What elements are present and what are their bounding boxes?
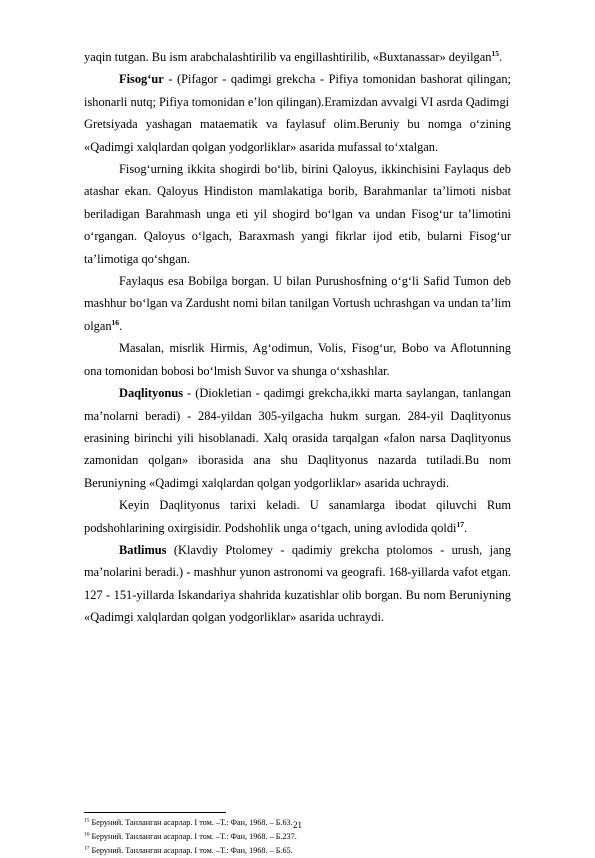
term-heading: Batlimus — [119, 542, 167, 557]
paragraph-text: Faylaqus esa Bobilga borgan. U bilan Purushosfning o‘g‘li Safid Tumon deb mashhur bo‘lgan va Zardusht nomi bilan tanilgan Vortush uchrashgan va undan ta’lim olgan — [84, 274, 511, 333]
paragraph-text: yaqin tutgan. Bu ism arabchalashtirilib va engillashtirilib, «Buxtanassar» deyilgan — [84, 50, 492, 64]
paragraph-text: Masalan, misrlik Hirmis, Ag‘odimun, Volis, Fisog‘ur, Bobo va Aflotunning ona tomonidan bobosi bo‘lmish Suvor va shunga o‘xshashlar. — [84, 341, 511, 378]
paragraph — [84, 68, 511, 113]
paragraph-text: Keyin Daqlityonus tarixi keladi. U sanamlarga ibodat qiluvchi Rum podshohlarining oxirgisidir. Podshohlik unga o‘tgach, uning avlodida qoldi — [84, 498, 511, 535]
paragraph-text: - (Pifagor - qadimgi grekcha - Pifiya tomonidan bashorat qilingan; ishonarli nutq; Pifiya tomonidan e’lon qilingan).Eramizdan avvalgi VI asrda Qadimgi — [84, 72, 511, 109]
paragraph — [84, 270, 511, 337]
footnote-ref: 15 — [491, 48, 499, 58]
paragraph — [84, 158, 511, 270]
paragraph-text: Fisog‘urning ikkita shogirdi bo‘lib, birini Qaloyus, ikkinchisini Faylaqus deb atashar ekan. Qaloyus Hindiston mamlakatiga borib, Barahmanlar ta’limoti nisbat beriladigan Barahmash unga eti yil shogird bo‘lgan va undan Fisog‘ur ta’limotini o‘rgangan. Qaloyus o‘lgach, Baraxmash yangi fikrlar ijod etib, bularni Fisog‘ur ta’limotiga qo‘shgan. — [84, 162, 511, 266]
paragraph — [84, 46, 511, 68]
footnote-text: Беруний. Танланган асарлар. I том. –Т.: Фан, 1968. – Б.65. — [89, 846, 293, 855]
paragraph-text: . — [119, 318, 123, 333]
footnote-text: Беруний. Танланган асарлар. I том. –Т.: Фан, 1968. – Б.63. — [89, 818, 293, 827]
page-number: 21 — [293, 820, 302, 830]
page-body — [84, 46, 511, 629]
paragraph — [84, 337, 511, 382]
paragraph-text: . — [464, 520, 468, 535]
footnote-number: 16 — [84, 831, 90, 838]
paragraph — [84, 494, 511, 539]
paragraph-text: (Klavdiy Ptolomey - qadimiy grekcha ptolomos - urush, jang ma’nolarini beradi.) - mashhur yunon astronomi va geografi. 168-yillarda vafot etgan. 127 - 151-yillarda Iskandariya shahrida kuzatishlar olib borgan. Bu nom Beruniyning «Qadimgi xalqlardan qolgan yodgorliklar» asarida uchraydi. — [84, 542, 511, 625]
footnote-separator — [84, 812, 226, 813]
paragraph — [84, 113, 511, 158]
paragraph-text: - (Diokletian - qadimgi grekcha,ikki marta saylangan, tanlangan ma’nolarni beradi) - 284-yildan 305-yilgacha hukm surgan. 284-yil Daqlityonus erasining birinchi yili hisoblanadi. Xalq orasida tarqalgan «falon narsa Daqlityonus zamonidan qolgan» iborasida ana shu Daqlityonus nazarda tutiladi.Bu nom Beruniyning «Qadimgi xalqlardan qolgan yodgorliklar» asarida uchraydi. — [84, 386, 511, 490]
term-heading: Fisog‘ur — [119, 72, 164, 87]
paragraph — [84, 382, 511, 494]
paragraph-text: . — [498, 50, 503, 64]
footnote-ref: 16 — [111, 317, 120, 327]
paragraph — [84, 539, 511, 629]
footnote-text: Беруний. Танланган асарлар. I том. –Т.: Фан, 1968. – Б.237. — [89, 832, 297, 841]
footnote-number: 15 — [84, 817, 90, 824]
footnote-ref: 17 — [456, 519, 464, 529]
term-heading: Daqlityonus — [119, 386, 184, 401]
footnote-number: 17 — [84, 845, 90, 852]
footnote — [84, 844, 511, 858]
paragraph-text: Gretsiyada yashagan mataematik va faylasuf olim.Beruniy bu nomga o‘zining «Qadimgi xalqlardan qolgan yodgorliklar» asarida mufassal to‘xtalgan. — [84, 117, 511, 154]
